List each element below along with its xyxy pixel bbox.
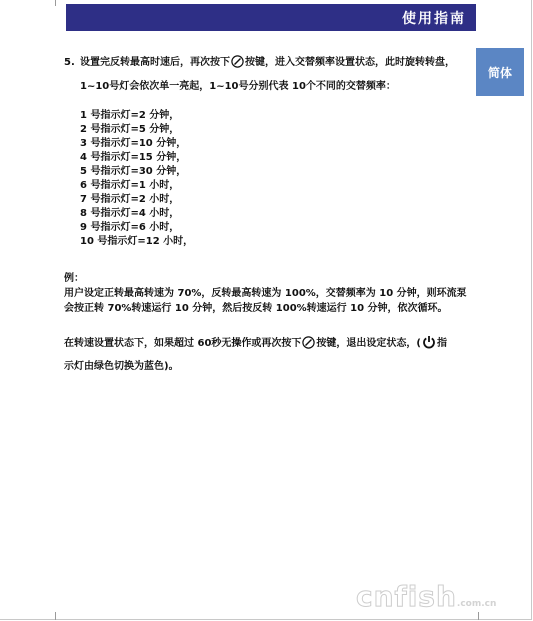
- exit-note-text-c: 指: [436, 338, 447, 349]
- header-title: 使用指南: [402, 11, 466, 27]
- example-section: [64, 271, 474, 316]
- watermark-logo: [356, 580, 496, 612]
- frequency-item: 3 号指示灯=10 分钟，: [80, 138, 187, 149]
- power-icon: [422, 335, 436, 357]
- header-bar: [66, 4, 476, 31]
- crop-mark-top-left: [55, 0, 56, 6]
- frequency-list: [80, 109, 474, 249]
- frequency-item: 8 号指示灯=4 小时，: [80, 208, 180, 219]
- document-body: [64, 52, 474, 377]
- frequency-item: 6 号指示灯=1 小时，: [80, 180, 180, 191]
- frequency-item: 7 号指示灯=2 小时，: [80, 194, 180, 205]
- language-tab-simplified[interactable]: [476, 48, 524, 96]
- frequency-item: 2 号指示灯=5 分钟，: [80, 124, 180, 135]
- example-line-1: 用户设定正转最高转速为 70%，反转最高转速为 100%，交替频率为 10 分钟，则环流泵: [64, 288, 467, 299]
- example-heading: 例：: [64, 273, 84, 284]
- exit-note-text-b: 按键，退出设定状态，(: [316, 338, 421, 349]
- language-tab-label: 简体: [487, 65, 512, 80]
- watermark-suffix: .com.cn: [456, 599, 497, 609]
- step-number: 5.: [64, 57, 75, 68]
- step-5: [64, 52, 474, 97]
- frequency-item: 1 号指示灯=2 分钟，: [80, 110, 180, 121]
- frequency-item: 9 号指示灯=6 小时，: [80, 222, 180, 233]
- exit-note-text-a: 在转速设置状态下，如果超过 60秒无操作或再次按下: [64, 338, 302, 349]
- step-5-text-b: 按键，进入交替频率设置状态，此时旋转转盘，: [245, 57, 455, 68]
- watermark-text: cnfish: [356, 580, 457, 613]
- crop-mark-bottom-left: [55, 612, 56, 620]
- step-5-text-a: 设置完反转最高时速后，再次按下: [80, 57, 230, 68]
- frequency-item: 4 号指示灯=15 分钟，: [80, 152, 187, 163]
- knob-button-icon: [231, 55, 244, 76]
- frequency-item: 5 号指示灯=30 分钟，: [80, 166, 187, 177]
- exit-note-line-1: [64, 334, 474, 357]
- frequency-item: 10 号指示灯=12 小时，: [80, 236, 194, 247]
- step-5-line-1: [80, 52, 474, 76]
- exit-note: [64, 334, 474, 377]
- exit-note-line-2: 示灯由绿色切换为蓝色)。: [64, 361, 179, 372]
- knob-button-icon: [302, 336, 315, 357]
- example-line-2: 会按正转 70%转速运行 10 分钟，然后按反转 100%转速运行 10 分钟，依次循环。: [64, 303, 448, 314]
- crop-mark-bottom-right: [478, 612, 479, 620]
- step-5-line-2: 1~10号灯会依次单一亮起，1~10号分别代表 10个不同的交替频率：: [80, 81, 396, 92]
